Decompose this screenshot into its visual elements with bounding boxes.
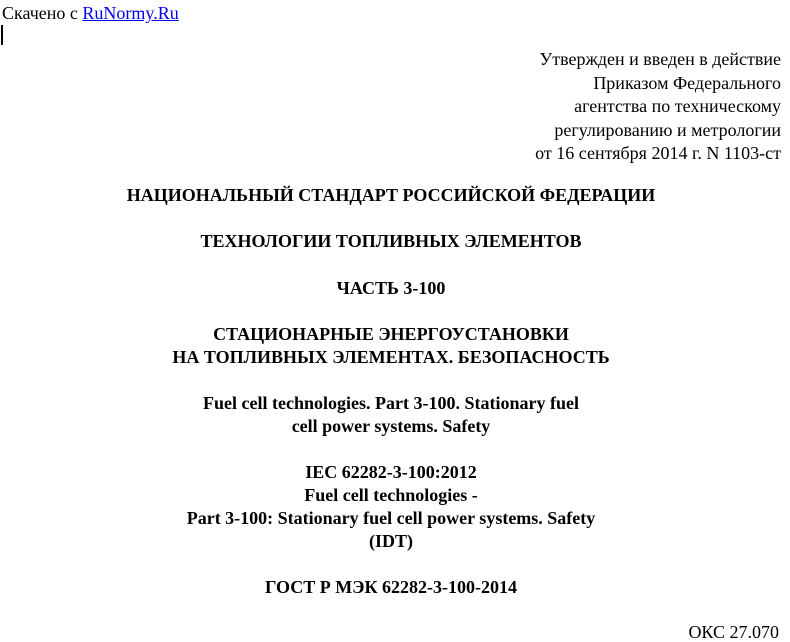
standard-title: ТЕХНОЛОГИИ ТОПЛИВНЫХ ЭЛЕМЕНТОВ xyxy=(200,231,582,251)
okc-code: ОКС 27.070 xyxy=(688,622,779,642)
subtitle-line: СТАЦИОНАРНЫЕ ЭНЕРГОУСТАНОВКИ xyxy=(213,324,569,344)
downloaded-prefix: Скачено с xyxy=(2,3,78,23)
standard-part-heading xyxy=(0,277,782,300)
standard-subtitle xyxy=(0,323,782,369)
standard-type-heading xyxy=(0,184,782,207)
approval-line: агентства по техническому xyxy=(574,96,781,116)
standard-title-heading xyxy=(0,230,782,253)
iec-line: Fuel cell technologies - xyxy=(304,485,478,505)
english-title xyxy=(0,392,782,438)
approval-line: от 16 сентября 2014 г. N 1103-ст xyxy=(535,143,781,163)
english-title-line: cell power systems. Safety xyxy=(291,416,491,436)
standard-type: НАЦИОНАЛЬНЫЙ СТАНДАРТ РОССИЙСКОЙ ФЕДЕРАЦИИ xyxy=(126,185,656,205)
english-title-line: Fuel cell technologies. Part 3-100. Stationary fuel xyxy=(203,393,579,413)
runormy-link[interactable]: RuNormy.Ru xyxy=(82,3,179,23)
approval-block xyxy=(401,48,781,166)
subtitle-line: НА ТОПЛИВНЫХ ЭЛЕМЕНТАХ. БЕЗОПАСНОСТЬ xyxy=(172,347,610,367)
iec-reference xyxy=(0,461,782,553)
text-cursor xyxy=(1,25,3,45)
standard-designation: ГОСТ Р МЭК 62282-3-100-2014 xyxy=(265,577,517,597)
iec-line: IEC 62282-3-100:2012 xyxy=(305,462,477,482)
approval-line: регулированию и метрологии xyxy=(554,119,781,140)
standard-part: ЧАСТЬ 3-100 xyxy=(336,278,446,298)
standard-designation-heading xyxy=(0,576,782,599)
iec-line: (IDT) xyxy=(369,531,413,551)
approval-line: Приказом Федерального xyxy=(593,72,781,93)
downloaded-from-notice xyxy=(2,3,179,23)
iec-line: Part 3-100: Stationary fuel cell power systems. Safety xyxy=(186,508,596,528)
approval-line: Утвержден и введен в действие xyxy=(539,49,781,69)
